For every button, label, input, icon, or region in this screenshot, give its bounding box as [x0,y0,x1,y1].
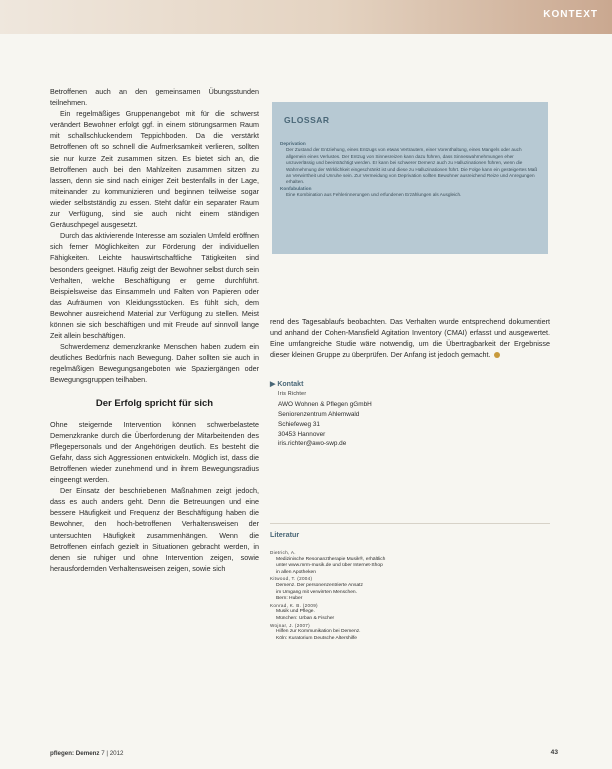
literature-list [270,550,550,642]
glossary-title: GLOSSAR [284,115,330,125]
paragraph-text: rend des Tagesablaufs beobachten. Das Verhalten wurde entsprechend dokumentiert und anhand der Cohen-Mansfield Agitation Inventory (CMAI) erfasst und ausgewertet. Eine umfangreiche Studie wäre notwendig, um die Übertragbarkeit der Ergebnisse dieser kleinen Gruppe zu überprüfen. Der Anfang ist jedoch gemacht. [270,317,550,360]
literature-heading: Literatur [270,530,300,539]
paragraph [270,316,550,360]
literature-author: Dietrich, A. [270,550,296,555]
issue-number: 7 | 2012 [101,750,124,757]
literature-line: Bern: Huber [276,596,303,602]
contact-line: AWO Wohnen & Pflegen gGmbH [278,400,372,408]
contact-line: Seniorenzentrum Ahlemwald [278,410,360,418]
literature-line: im Umgang mit verwirrten Menschen. [276,589,357,595]
literature-line: Demenz. Der personenzentrierte Ansatz [276,582,363,588]
right-column [270,316,550,360]
literature-entry [270,550,550,576]
header-bar [0,0,612,34]
contact-block [270,380,470,449]
page-number: 43 [550,749,558,756]
literature-author: Konrad, K. B. (2009) [270,602,318,608]
paragraph: Durch das aktivierende Interesse am sozialen Umfeld eröffnen sich ferner Möglichkeiten zur Förderung der individuellen Fähigkeiten. Leichte hauswirtschaftliche Tätigkeiten sind besonders geeignet. Häufig zeigt der Bewohner selbst durch sein Verhalten, welche Beschäftigung er gerne durchführt. Beispielsweise das Einsammeln und Falten von Papieren oder das Aufräumen von Kleidungsstücken. Es fühlt sich, dem Bewohner ausreichend Material zur Verfügung zu stellen. Meist können sie sich beschäftigen und mit Freude auf sinnvoll lange Zeit allein beschäftigen. [50,231,259,341]
contact-email[interactable]: iris.richter@awo-swp.de [278,440,347,448]
paragraph: Ein regelmäßiges Gruppenangebot mit für die schwerst verändert Bewohner erfolgt ggf. in einem störungsarmen Raum mit schallschluckendem Teppichboden. Da die verstärkt Betroffenen oft so schnell die Aufmerksamkeit verlieren, sollten sie nur kurze Zeit zusammen sitzen. Es bietet sich an, die Betroffenen auch bei den Mahlzeiten zusammen sitzen zu lassen, denn sie sind nach einiger Zeit bestenfalls in der Lage, miteinander zu kommunizieren und beginnen teilweise sogar wieder selbstständig zu essen. Steht dafür ein separater Raum zur Verfügung, sind sie auch nicht einem ständigen Geräuschpegel ausgesetzt. [50,109,259,230]
literature-author: Kitwood, T. (2004) [270,576,313,582]
literature-entry [270,576,550,602]
contact-line: 30453 Hannover [278,430,326,438]
paragraph: Betroffenen auch an den gemeinsamen Übungsstunden teilnehmen. [50,87,259,108]
footer-journal [50,750,124,757]
left-column [50,86,259,574]
literature-line: unter www.mrm-musik.de und über Internet-Shop [276,563,383,569]
end-of-article-icon [494,352,500,358]
literature-line: Köln: Kuratorium Deutsche Altershilfe [276,635,358,641]
contact-line: Schiefeweg 31 [278,420,320,428]
literature-entry [270,603,550,623]
literature-line: München: Urban & Fischer [276,615,335,621]
glossary-entries [280,141,540,199]
contact-lines [270,390,470,449]
contact-name: Iris Richter [278,390,307,397]
section-heading: Der Erfolg spricht für sich [95,397,214,409]
section-label: KONTEXT [543,9,598,20]
journal-name: pflegen: Demenz [50,750,100,757]
glossary-term: Konfabulation [280,185,312,191]
contact-heading [270,380,470,390]
literature-line: in allen Apotheken [276,569,316,575]
paragraph: Schwerdemenz demenzkranke Menschen haben zudem ein deutliches Bedürfnis nach Bewegung. Daher sollten sie auch in regelmäßigen Bewegungsangeboten wie Spaziergängen oder Bewegungsgruppen teilhaben. [50,342,259,385]
literature-line: Hilfen zur Kommunikation bei Demenz. [276,629,361,635]
triangle-right-icon: ▶ [270,381,276,388]
literature-entry [270,623,550,643]
paragraph: Der Einsatz der beschriebenen Maßnahmen zeigt jedoch, dass es auch anders geht. Denn die Betreuungen und eine bessere Häufigkeit und Frequenz der Beschäftigung haben die Bewohner, den hoch-betroffenen Verhaltensweisen der untersuchten Häufigkeit zusammenhängen. Wenn die Betroffenen einfach gezielt in Situationen gebracht werden, in denen sie ruhiger und ohne Intervention zeigen, sowie herausfordernden Verhaltensweisen zeigen, sowie sich [50,486,259,573]
glossary-term: Deprivation [280,141,306,146]
contact-heading-label: Kontakt [277,381,304,388]
paragraph: Ohne steigernde Intervention können schwerbelastete Demenzkranke durch die Überforderung der Mitarbeitenden des Pflegepersonals und der Angehörigen deutlich. Es besteht die Gefahr, dass sich Aggressionen entwickeln. Möglich ist, dass die Betroffenen wieder zunehmend und in ihrem Bewegungsradius eingeengt werden. [50,419,259,485]
divider [270,523,550,524]
glossary-definition: Der Zustand der Entziehung, eines Entzugs von etwas Vertrautem, einer Vorenthaltung, eines Mangels oder auch allgemein eines Verlustes. Der Entzug von Sinnesreizen kann dazu führen, dass Sinneswahrnehmungen eher unzuverlässig und beeinträchtigt werden. Er kann bei schwerer Demenz auch zu Halluzinationen führen, wenn die Wahrnehmung der Wirklichkeit eingeschränkt ist und diese zu Halluzinationen führt. Die Folge kann ein gesteigertes Maß an Verwirrtheit und Unruhe sein. Zur Vermeidung von Deprivation sollten Bewohner ausreichend Reize und Anregungen erhalten. [286,147,538,185]
literature-author: Wojnar, J. (2007) [270,622,310,628]
literature-line: Musik und Pflege. [276,609,315,615]
literature-line: Medizinische Resonanztherapie Musik®, erhältlich [276,556,386,562]
glossary-definition: Eine Kombination aus Fehlerinnerungen und erfundenen Erzählungen als Ausgleich. [286,192,462,198]
glossary-box [272,102,548,254]
